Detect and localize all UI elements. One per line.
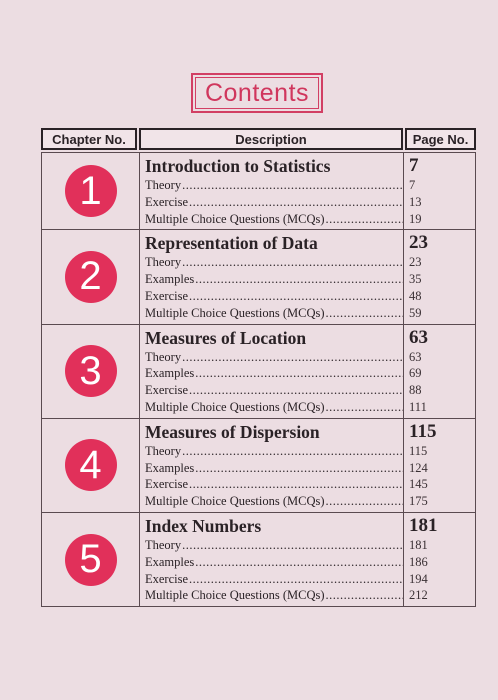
dot-leader — [182, 177, 403, 194]
contents-title-box — [191, 73, 323, 113]
section-page-number: 23 — [409, 255, 422, 270]
section-page-number: 124 — [409, 460, 428, 475]
dot-leader — [326, 305, 403, 322]
section-label: Multiple Choice Questions (MCQs) — [145, 211, 325, 226]
section-page-number: 111 — [409, 399, 427, 414]
dot-leader — [326, 399, 403, 416]
section-entry — [145, 194, 403, 211]
chapter-number-badge: 3 — [65, 345, 117, 397]
dot-leader — [195, 460, 403, 477]
dot-leader — [189, 194, 403, 211]
dot-leader — [182, 537, 403, 554]
header-chapter-no: Chapter No. — [41, 128, 137, 150]
section-page-number: 13 — [409, 194, 422, 209]
section-entry — [145, 571, 403, 588]
section-entry — [145, 493, 403, 510]
section-entry — [145, 554, 403, 571]
chapter-number-cell — [42, 230, 140, 323]
chapter-description-cell — [140, 230, 404, 323]
section-label: Theory — [145, 349, 182, 364]
chapter-row — [42, 324, 475, 418]
section-entry — [145, 537, 403, 554]
chapter-page-cell — [404, 513, 475, 606]
header-description: Description — [139, 128, 403, 150]
chapter-number-badge: 2 — [65, 251, 117, 303]
section-page-number: 88 — [409, 383, 422, 398]
chapter-page-number: 7 — [409, 155, 419, 176]
section-label: Exercise — [145, 477, 189, 492]
section-label: Examples — [145, 460, 195, 475]
section-page-number: 69 — [409, 366, 422, 381]
section-page-number: 35 — [409, 272, 422, 287]
section-entry — [145, 271, 403, 288]
chapter-row — [42, 512, 475, 606]
chapter-number-cell — [42, 513, 140, 606]
dot-leader — [326, 493, 403, 510]
section-label: Theory — [145, 178, 182, 192]
section-label: Theory — [145, 443, 182, 458]
chapter-number-badge: 1 — [65, 165, 117, 217]
section-label: Exercise — [145, 571, 189, 586]
section-label: Examples — [145, 554, 195, 569]
section-entry — [145, 460, 403, 477]
section-entry — [145, 211, 403, 228]
dot-leader — [195, 554, 403, 571]
dot-leader — [195, 271, 403, 288]
dot-leader — [182, 349, 403, 366]
dot-leader — [189, 288, 403, 305]
page-title: Contents — [195, 77, 319, 109]
chapter-page-number: 23 — [409, 232, 428, 254]
section-label: Multiple Choice Questions (MCQs) — [145, 305, 325, 320]
chapter-description-cell — [140, 325, 404, 418]
section-label: Examples — [145, 366, 195, 381]
section-page-number: 145 — [409, 477, 428, 492]
section-entry — [145, 399, 403, 416]
table-body — [41, 152, 476, 607]
table-header — [41, 128, 476, 150]
chapter-page-cell — [404, 230, 475, 323]
chapter-page-cell — [404, 325, 475, 418]
section-label: Multiple Choice Questions (MCQs) — [145, 494, 325, 509]
section-label: Exercise — [145, 194, 189, 209]
chapter-row — [42, 153, 475, 229]
chapter-title: Measures of Location — [145, 327, 307, 348]
chapter-row — [42, 229, 475, 323]
chapter-number-cell — [42, 419, 140, 512]
section-page-number: 19 — [409, 211, 422, 226]
section-label: Exercise — [145, 288, 189, 303]
section-page-number: 48 — [409, 288, 422, 303]
section-label: Examples — [145, 272, 195, 287]
chapter-page-number: 181 — [409, 514, 438, 536]
section-entry — [145, 349, 403, 366]
section-page-number: 115 — [409, 443, 428, 458]
chapter-title: Index Numbers — [145, 515, 262, 536]
chapter-title: Introduction to Statistics — [145, 156, 331, 176]
header-page-no: Page No. — [405, 128, 476, 150]
section-label: Multiple Choice Questions (MCQs) — [145, 588, 325, 603]
chapter-number-cell — [42, 325, 140, 418]
chapter-description-cell — [140, 153, 404, 229]
section-entry — [145, 254, 403, 271]
section-entry — [145, 365, 403, 382]
section-entry — [145, 305, 403, 322]
chapter-page-cell — [404, 419, 475, 512]
chapter-description-cell — [140, 419, 404, 512]
chapter-number-badge: 5 — [65, 534, 117, 586]
section-page-number: 194 — [409, 571, 428, 586]
chapter-page-number: 63 — [409, 326, 428, 348]
section-entry — [145, 177, 403, 194]
dot-leader — [326, 587, 403, 604]
chapter-description-cell — [140, 513, 404, 606]
chapter-number-badge: 4 — [65, 439, 117, 491]
section-page-number: 63 — [409, 349, 422, 364]
section-label: Exercise — [145, 383, 189, 398]
section-entry — [145, 443, 403, 460]
section-page-number: 7 — [409, 178, 416, 192]
dot-leader — [189, 382, 403, 399]
chapter-title: Representation of Data — [145, 233, 318, 254]
section-page-number: 59 — [409, 305, 422, 320]
dot-leader — [326, 211, 403, 228]
dot-leader — [189, 571, 403, 588]
section-label: Theory — [145, 255, 182, 270]
chapter-title: Measures of Dispersion — [145, 421, 320, 442]
dot-leader — [189, 476, 403, 493]
section-label: Multiple Choice Questions (MCQs) — [145, 399, 325, 414]
section-entry — [145, 382, 403, 399]
chapter-number-cell — [42, 153, 140, 229]
section-label: Theory — [145, 537, 182, 552]
section-page-number: 175 — [409, 494, 428, 509]
section-entry — [145, 476, 403, 493]
section-entry — [145, 587, 403, 604]
section-page-number: 212 — [409, 588, 428, 603]
dot-leader — [182, 443, 403, 460]
contents-table — [41, 128, 476, 607]
dot-leader — [195, 365, 403, 382]
section-page-number: 181 — [409, 537, 428, 552]
section-page-number: 186 — [409, 554, 428, 569]
chapter-row — [42, 418, 475, 512]
chapter-page-cell — [404, 153, 475, 229]
section-entry — [145, 288, 403, 305]
dot-leader — [182, 254, 403, 271]
chapter-page-number: 115 — [409, 420, 437, 442]
